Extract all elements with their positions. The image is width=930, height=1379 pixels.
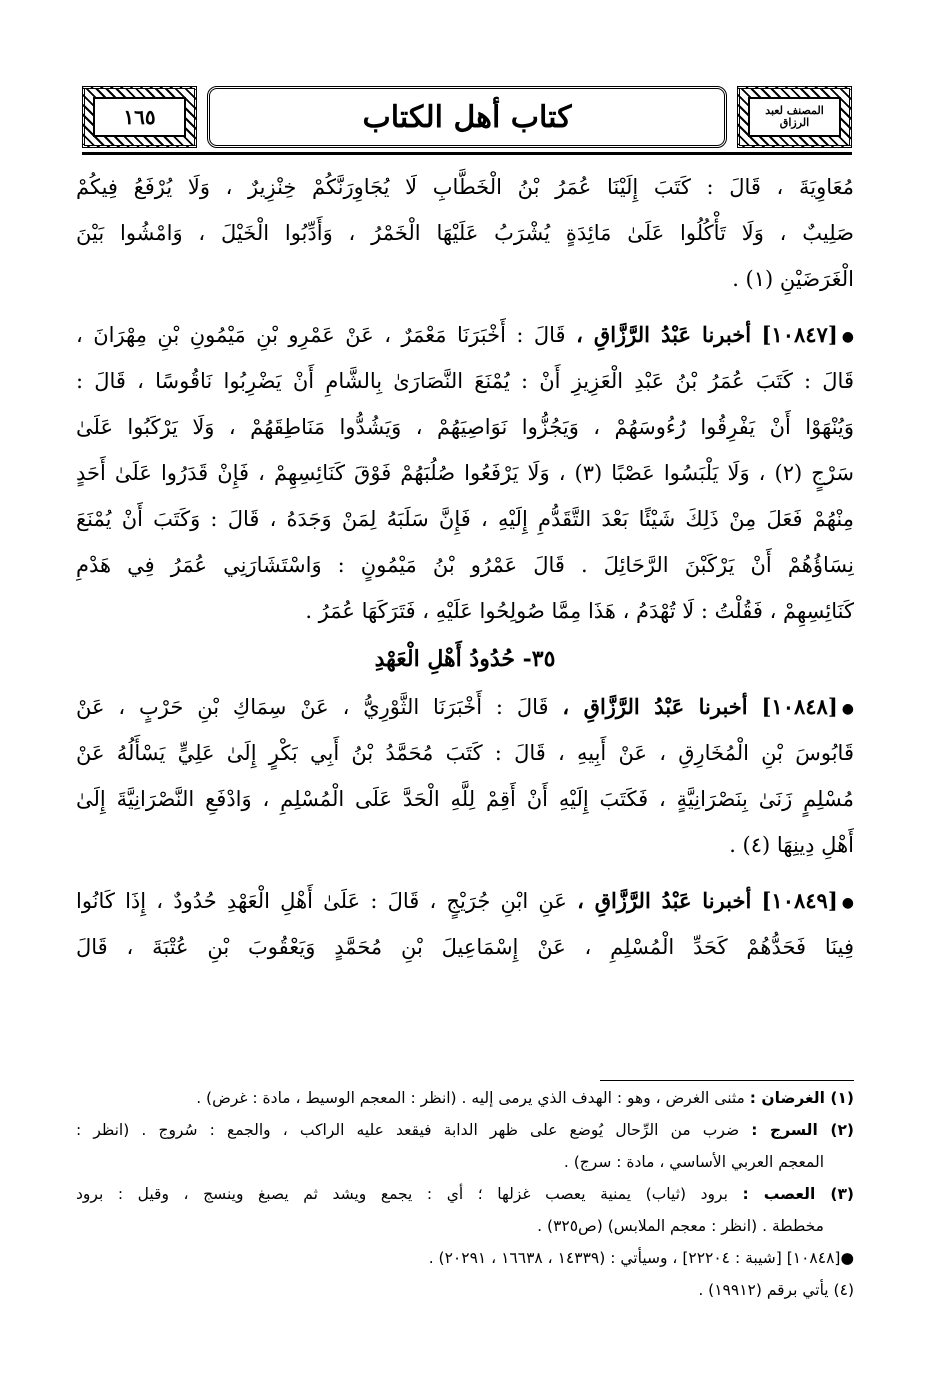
footnote-ref-text: [١٠٨٤٨] [شيبة : ٢٢٢٠٤] ، وسيأتي : (١٤٣٣٩ ، ١٦٦٣٨ ، ٢٠٢٩١) .	[428, 1249, 841, 1267]
text-line: الْغَرَضَيْنِ (١) .	[732, 267, 854, 291]
bullet-icon: ●	[841, 700, 854, 717]
footnote-1	[76, 1082, 854, 1114]
text-line: أَهْلِ دِينِهَا (٤) .	[729, 833, 854, 857]
text-line: قَابُوسَ بْنِ الْمُخَارِقِ ، عَنْ أَبِيهِ ، قَالَ : كَتَبَ مُحَمَّدُ بْنُ أَبِي بَكْرٍ إِلَىٰ عَلِيٍّ يَسْأَلُهُ عَنْ	[76, 741, 854, 765]
text-span: عَنِ ابْنِ جُرَيْجٍ ، قَالَ : عَلَىٰ أَهْلِ الْعَهْدِ حُدُودٌ ، إِذَا كَانُوا	[76, 889, 567, 913]
footnote-label: (٣) العصب :	[742, 1185, 854, 1203]
text-span: قَالَ : أَخْبَرَنَا الثَّوْرِيُّ ، عَنْ سِمَاكِ بْنِ حَرْبٍ ، عَنْ	[76, 695, 549, 719]
text-line: نِسَاؤُهُمْ أَنْ يَرْكَبْنَ الرَّحَائِلَ . قَالَ عَمْرُو بْنُ مَيْمُونٍ : وَاسْتَشَارَنِي عُمَرُ فِي هَدْمِ	[76, 553, 854, 577]
page-number: ١٦٥	[93, 97, 186, 137]
bullet-icon: ●	[841, 894, 854, 911]
text-line: كَنَائِسِهِمْ ، فَقُلْتُ : لَا تُهْدَمُ ، هَذَا مِمَّا صُولِحُوا عَلَيْهِ ، فَتَرَكَهَا عُمَرُ .	[305, 599, 854, 623]
book-logo-frame	[737, 86, 852, 148]
text-line: فِينَا فَحَدُّهُمْ كَحَدِّ الْمُسْلِمِ ، عَنْ إِسْمَاعِيلَ بْنِ مُحَمَّدٍ وَيَعْقُوبَ بْنِ عُتْبَةَ ، قَالَ	[76, 935, 854, 959]
main-text	[76, 164, 854, 970]
text-line: قَالَ : كَتَبَ عُمَرُ بْنُ عَبْدِ الْعَزِيزِ أَنْ : يُمْنَعَ النَّصَارَىٰ بِالشَّامِ أَنْ يَضْرِبُوا نَاقُوسًا ، قَالَ :	[76, 369, 854, 393]
hadith-isnad: أخبرنا عَبْدُ الرَّزَّاقِ ،	[577, 888, 752, 913]
hadith-isnad: أخبرنا عَبْدُ الرَّزَّاقِ ،	[562, 694, 748, 719]
section-heading: ٣٥- حُدُودُ أَهْلِ الْعَهْدِ	[374, 646, 556, 672]
header-rule	[82, 152, 852, 155]
footnote-text: برود (ثياب) يمنية يعصب غزلها ؛ أي : يجمع ويشد ثم يصبغ وينسج ، وقيل : برود	[76, 1185, 728, 1203]
footnote-2-continued: المعجم العربي الأساسي ، مادة : سرج) .	[563, 1153, 824, 1171]
footnote-reference	[76, 1242, 854, 1274]
hadith-10847-first-line	[76, 312, 854, 358]
footnote-2	[76, 1114, 854, 1146]
text-line: سَرْجٍ (٢) ، وَلَا يَلْبَسُوا عَصْبًا (٣) ، وَلَا يَرْفَعُوا صُلُبَهُمْ فَوْقَ كَنَائِسِهِمْ ، فَإِنْ قَدَرُوا عَلَىٰ أَحَدٍ	[76, 461, 854, 485]
text-line: صَلِيبٌ ، وَلَا تَأْكُلُوا عَلَىٰ مَائِدَةٍ يُشْرَبُ عَلَيْهَا الْخَمْرُ ، وَأَدِّبُوا الْخَيْلَ ، وَامْشُوا بَيْنَ	[76, 221, 854, 245]
text-line: مُسْلِمٍ زَنَىٰ بِنَصْرَانِيَّةٍ ، فَكَتَبَ إِلَيْهِ أَنْ أَقِمْ لِلَّهِ الْحَدَّ عَلَى الْمُسْلِمِ ، وَادْفَعِ النَّصْرَانِيَّةَ إِلَىٰ	[76, 787, 854, 811]
footnote-rule	[600, 1080, 854, 1081]
hadith-number: [١٠٨٤٩]	[761, 888, 838, 913]
bullet-icon: ●	[841, 328, 854, 345]
text-line: مِنْهُمْ فَعَلَ مِنْ ذَلِكَ شَيْئًا بَعْدَ التَّقَدُّمِ إِلَيْهِ ، فَإِنَّ سَلَبَهُ لِمَنْ وَجَدَهُ ، قَالَ : وَكَتَبَ أَنْ يُمْنَعَ	[76, 507, 854, 531]
footnote-3-continued: مخططة . (انظر : معجم الملابس) (ص٣٢٥) .	[537, 1217, 824, 1235]
hadith-isnad: أخبرنا عَبْدُ الرَّزَّاقِ ،	[576, 322, 752, 347]
page-header	[82, 86, 852, 148]
hadith-number: [١٠٨٤٧]	[761, 322, 838, 347]
bullet-icon: ●	[840, 1249, 854, 1267]
hadith-number: [١٠٨٤٨]	[761, 694, 838, 719]
chapter-title-panel	[207, 86, 727, 148]
chapter-title: كتاب أهل الكتاب	[362, 99, 572, 135]
text-line: مُعَاوِيَةَ ، قَالَ : كَتَبَ إِلَيْنَا عُمَرُ بْنُ الْخَطَّابِ لَا يُجَاوِرَنَّكُمْ خِنْزِيرٌ ، وَلَا يُرْفَعُ فِيكُمْ	[76, 175, 854, 199]
book-logo: المصنف لعبد الرزاق	[748, 97, 841, 137]
page-number-frame	[82, 86, 197, 148]
footnote-3	[76, 1178, 854, 1210]
footnote-label: (١) الغرضان :	[749, 1089, 854, 1107]
footnote-label: (٢) السرج :	[751, 1121, 854, 1139]
hadith-10849-first-line	[76, 878, 854, 924]
footnotes	[76, 1082, 854, 1306]
text-line: وَيُنْهَوْا أَنْ يَفْرِقُوا رُءُوسَهُمْ ، وَيَجُزُّوا نَوَاصِيَهُمْ ، وَيَشُدُّوا مَنَاطِقَهُمْ ، وَلَا يَرْكَبُوا عَلَىٰ	[76, 415, 854, 439]
hadith-10848-first-line	[76, 684, 854, 730]
text-span: قَالَ : أَخْبَرَنَا مَعْمَرٌ ، عَنْ عَمْرِو بْنِ مَيْمُونِ بْنِ مِهْرَانَ ،	[76, 323, 566, 347]
footnote-4: (٤) يأتي برقم (١٩٩١٢) .	[698, 1281, 854, 1299]
footnote-text: ضرب من الرِّحال يُوضع على ظهر الدابة فيقعد عليه الراكب ، والجمع : سُروج . (انظر :	[76, 1121, 740, 1139]
footnote-text: مثنى الغرض ، وهو : الهدف الذي يرمى إليه . (انظر : المعجم الوسيط ، مادة : غرض) .	[196, 1089, 745, 1107]
